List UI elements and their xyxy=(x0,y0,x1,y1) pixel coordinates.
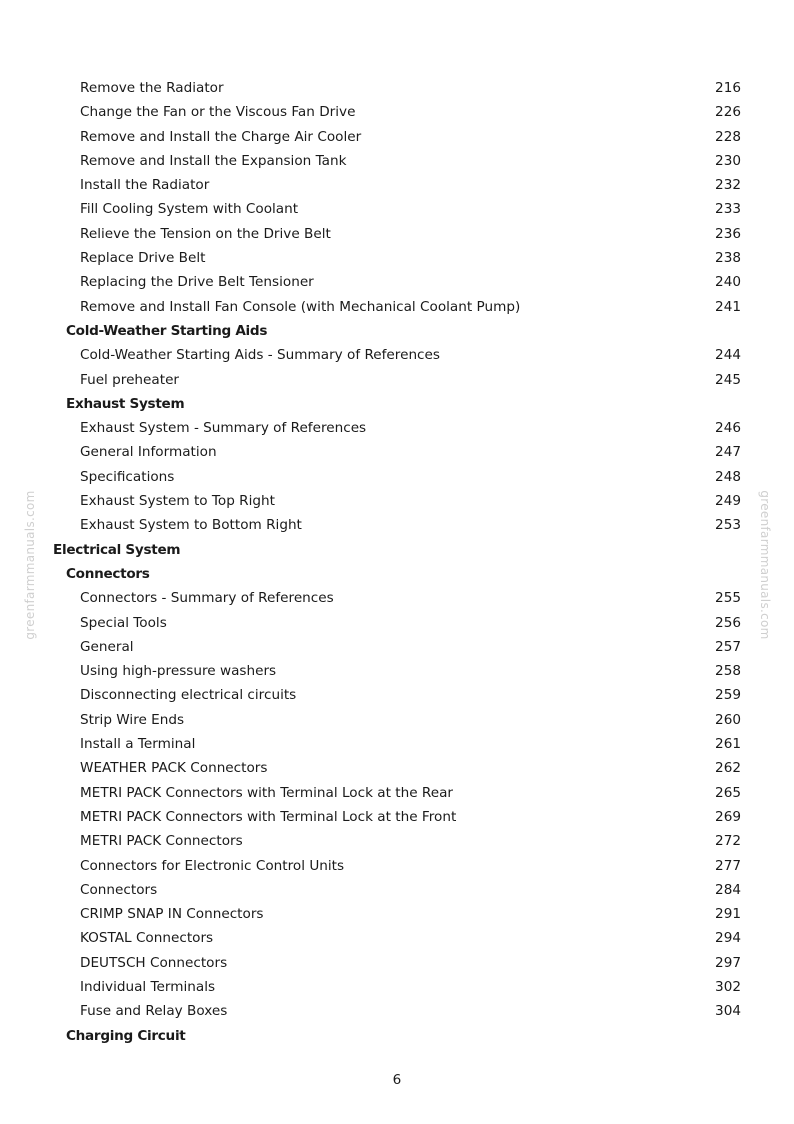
toc-entry-page: 262 xyxy=(715,760,741,777)
toc-section-heading[interactable] xyxy=(0,392,794,416)
toc-entry-page: 240 xyxy=(715,274,741,291)
toc-entry-page: 236 xyxy=(715,225,741,242)
toc-entry-page: 265 xyxy=(715,784,741,801)
toc-entry-page: 294 xyxy=(715,930,741,947)
toc-entry-title: Install the Radiator xyxy=(80,177,210,194)
toc-entry-title: METRI PACK Connectors with Terminal Lock at the Rear xyxy=(80,784,454,801)
toc-entry-page: 284 xyxy=(715,881,741,898)
toc-entry-page: 244 xyxy=(715,347,741,364)
toc-entry[interactable] xyxy=(0,926,794,950)
page-number: 6 xyxy=(392,1072,402,1088)
toc-entry-page: 259 xyxy=(715,687,741,704)
toc-entry[interactable] xyxy=(0,683,794,707)
toc-section-heading[interactable] xyxy=(0,562,794,586)
toc-entry-page: 249 xyxy=(715,493,741,510)
toc-entry[interactable] xyxy=(0,708,794,732)
toc-entry-title: General xyxy=(80,638,134,655)
toc-section-heading[interactable] xyxy=(0,319,794,343)
toc-entry[interactable] xyxy=(0,222,794,246)
toc-entry-title: Special Tools xyxy=(80,614,167,631)
toc-entry-title: Replace Drive Belt xyxy=(80,250,206,267)
toc-entry-title: Connectors xyxy=(66,565,150,582)
toc-entry-page: 228 xyxy=(715,128,741,145)
toc-entry[interactable] xyxy=(0,951,794,975)
toc-entry-title: Remove the Radiator xyxy=(80,80,224,96)
toc-entry[interactable] xyxy=(0,756,794,780)
toc-entry-page: 245 xyxy=(715,371,741,388)
toc-entry[interactable] xyxy=(0,270,794,294)
toc-entry-title: WEATHER PACK Connectors xyxy=(80,760,268,777)
toc-entry[interactable] xyxy=(0,246,794,270)
toc-entry-title: METRI PACK Connectors xyxy=(80,833,243,850)
toc-entry[interactable] xyxy=(0,829,794,853)
toc-entry-title: Specifications xyxy=(80,468,175,485)
toc-entry[interactable] xyxy=(0,76,794,100)
toc-entry[interactable] xyxy=(0,125,794,149)
toc-entry[interactable] xyxy=(0,878,794,902)
toc-entry-title: General Information xyxy=(80,444,217,461)
toc-entry[interactable] xyxy=(0,805,794,829)
toc-entry-page: 277 xyxy=(715,857,741,874)
toc-section-heading[interactable] xyxy=(0,1024,794,1048)
toc-entry[interactable] xyxy=(0,100,794,124)
toc-entry-title: DEUTSCH Connectors xyxy=(80,954,228,971)
toc-entry-page: 261 xyxy=(715,736,741,753)
toc-entry-page: 226 xyxy=(715,104,741,121)
toc-entry-title: Replacing the Drive Belt Tensioner xyxy=(80,274,314,291)
toc-entry-page: 272 xyxy=(715,833,741,850)
toc-entry[interactable] xyxy=(0,368,794,392)
toc-entry-title: Electrical System xyxy=(53,541,181,558)
toc-entry[interactable] xyxy=(0,975,794,999)
toc-entry[interactable] xyxy=(0,416,794,440)
toc-entry[interactable] xyxy=(0,999,794,1023)
toc-entry-page: 291 xyxy=(715,906,741,923)
toc-entry-page: 269 xyxy=(715,808,741,825)
toc-entry-title: METRI PACK Connectors with Terminal Lock at the Front xyxy=(80,808,457,825)
toc-entry-title: Individual Terminals xyxy=(80,978,216,995)
toc-entry-page: 247 xyxy=(715,444,741,461)
toc-entry-page: 232 xyxy=(715,177,741,194)
toc-entry-page: 304 xyxy=(715,1003,741,1020)
toc-entry-title: Strip Wire Ends xyxy=(80,711,185,728)
toc-entry-page: 248 xyxy=(715,468,741,485)
toc-entry[interactable] xyxy=(0,465,794,489)
toc-entry-page: 246 xyxy=(715,420,741,437)
toc-entry-page: 257 xyxy=(715,638,741,655)
toc-entry[interactable] xyxy=(0,513,794,537)
toc-entry-page: 302 xyxy=(715,978,741,995)
toc-entry-page: 216 xyxy=(715,80,741,96)
toc-entry[interactable] xyxy=(0,902,794,926)
toc-entry[interactable] xyxy=(0,343,794,367)
toc-entry-title: Fuse and Relay Boxes xyxy=(80,1003,228,1020)
toc-entry-title: Fuel preheater xyxy=(80,371,180,388)
toc-entry[interactable] xyxy=(0,659,794,683)
toc-entry-page: 233 xyxy=(715,201,741,218)
toc-entry-title: Change the Fan or the Viscous Fan Drive xyxy=(80,104,356,121)
toc-entry[interactable] xyxy=(0,149,794,173)
toc-entry[interactable] xyxy=(0,295,794,319)
toc-entry[interactable] xyxy=(0,732,794,756)
toc-entry[interactable] xyxy=(0,854,794,878)
table-of-contents xyxy=(0,76,794,1048)
toc-entry[interactable] xyxy=(0,635,794,659)
toc-entry-title: Connectors xyxy=(80,881,158,898)
toc-entry[interactable] xyxy=(0,586,794,610)
watermark-right: greenfarmmanuals.com xyxy=(758,490,772,640)
toc-entry-title: Remove and Install the Expansion Tank xyxy=(80,152,347,169)
toc-entry[interactable] xyxy=(0,611,794,635)
toc-section-heading[interactable] xyxy=(0,538,794,562)
toc-entry-title: Remove and Install Fan Console (with Mechanical Coolant Pump) xyxy=(80,298,521,315)
toc-entry-title: Charging Circuit xyxy=(66,1027,186,1044)
toc-entry-title: Cold-Weather Starting Aids - Summary of References xyxy=(80,347,440,364)
toc-entry-title: Exhaust System xyxy=(66,395,185,412)
toc-entry-title: Exhaust System to Bottom Right xyxy=(80,517,302,534)
toc-entry-title: Install a Terminal xyxy=(80,736,196,753)
toc-entry-title: KOSTAL Connectors xyxy=(80,930,214,947)
toc-entry-title: Remove and Install the Charge Air Cooler xyxy=(80,128,362,145)
toc-entry-title: Exhaust System to Top Right xyxy=(80,493,275,510)
toc-entry[interactable] xyxy=(0,197,794,221)
toc-entry-page: 297 xyxy=(715,954,741,971)
toc-entry-title: Connectors - Summary of References xyxy=(80,590,334,607)
toc-entry-title: Connectors for Electronic Control Units xyxy=(80,857,345,874)
watermark-left: greenfarmmanuals.com xyxy=(23,490,37,640)
toc-entry[interactable] xyxy=(0,440,794,464)
toc-entry-title: Disconnecting electrical circuits xyxy=(80,687,297,704)
toc-entry[interactable] xyxy=(0,781,794,805)
toc-entry-page: 230 xyxy=(715,152,741,169)
toc-entry-page: 260 xyxy=(715,711,741,728)
toc-entry-page: 258 xyxy=(715,663,741,680)
toc-entry[interactable] xyxy=(0,489,794,513)
toc-entry-page: 238 xyxy=(715,250,741,267)
toc-entry-page: 241 xyxy=(715,298,741,315)
toc-entry-title: CRIMP SNAP IN Connectors xyxy=(80,906,264,923)
toc-entry-title: Using high-pressure washers xyxy=(80,663,277,680)
toc-entry-title: Relieve the Tension on the Drive Belt xyxy=(80,225,331,242)
toc-entry[interactable] xyxy=(0,173,794,197)
toc-entry-title: Cold-Weather Starting Aids xyxy=(66,322,268,339)
toc-entry-title: Exhaust System - Summary of References xyxy=(80,420,367,437)
toc-entry-page: 255 xyxy=(715,590,741,607)
toc-entry-page: 256 xyxy=(715,614,741,631)
toc-entry-title: Fill Cooling System with Coolant xyxy=(80,201,299,218)
toc-entry-page: 253 xyxy=(715,517,741,534)
